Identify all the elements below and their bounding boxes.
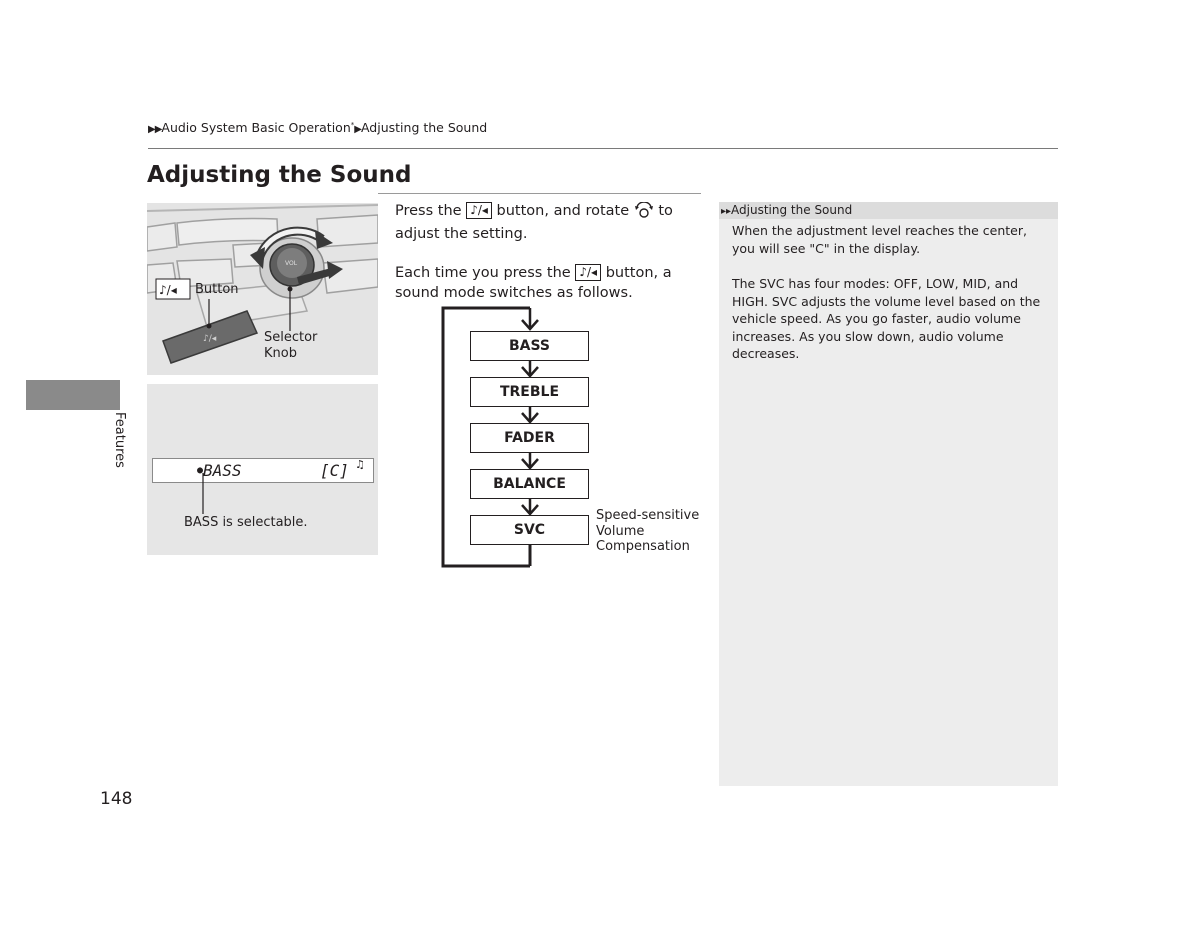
flow-mode-bass: BASS — [470, 331, 589, 361]
selector-knob-label-line2: Knob — [264, 346, 297, 361]
svg-text:♪/◂: ♪/◂ — [203, 334, 217, 344]
svc-description-line1: Speed-sensitive — [596, 508, 700, 523]
section-rule — [378, 193, 701, 194]
instruction-text: to adjust the setting. — [395, 203, 673, 242]
svc-description-line3: Compensation — [596, 539, 690, 554]
side-note-header-text: Adjusting the Sound — [731, 203, 853, 217]
selector-knob-icon — [634, 202, 654, 224]
svc-description-line2: Volume — [596, 523, 645, 539]
instruction-text: button, and rotate — [496, 203, 630, 219]
sound-button-icon: ♪/◂ — [575, 264, 601, 281]
instruction-text: Press the — [395, 203, 462, 219]
selector-knob-label — [264, 330, 317, 362]
display-center-text: C — [329, 461, 340, 480]
side-note-paragraph-2: The SVC has four modes: OFF, LOW, MID, and HIGH. SVC adjusts the volume level based on the vehicle speed. As you go faster, audio volume increases. As you slow down, audio volume decreases. — [732, 276, 1041, 361]
svc-indicator-icon: ♫ — [355, 458, 365, 471]
page-title: Adjusting the Sound — [147, 162, 412, 188]
header-rule — [148, 148, 1058, 149]
instruction-text: Each time you press the — [395, 265, 571, 281]
svg-text:VOL: VOL — [285, 260, 298, 267]
side-note-header — [721, 202, 852, 220]
flow-mode-treble: TREBLE — [470, 377, 589, 407]
button-label: Button — [195, 282, 239, 297]
chapter-tab — [26, 380, 120, 410]
note-arrow-icon: ▸▸ — [721, 206, 732, 217]
side-note-paragraph-1: When the adjustment level reaches the center, you will see "C" in the display. — [732, 223, 1027, 256]
svg-text:♪/◂: ♪/◂ — [159, 283, 177, 297]
breadcrumb-arrow-icon: ▶▶ — [148, 124, 162, 135]
instruction-text: button, a sound mode switches as follows. — [395, 265, 672, 301]
display-center-indicator: [C] — [320, 461, 349, 480]
breadcrumb-item-adjusting-sound: Adjusting the Sound — [360, 120, 488, 135]
display-illustration — [147, 384, 378, 555]
flow-mode-svc: SVC — [470, 515, 589, 545]
display-caption: BASS is selectable. — [184, 515, 308, 530]
selection-dot-icon: ● — [197, 465, 204, 476]
instruction-paragraph-2 — [395, 263, 703, 303]
chapter-tab-label: Features — [112, 412, 127, 468]
instruction-paragraph-1 — [395, 201, 703, 244]
audio-panel-drawing — [147, 203, 378, 375]
breadcrumb-asterisk: * — [350, 120, 355, 129]
flow-mode-fader: FADER — [470, 423, 589, 453]
flow-mode-balance: BALANCE — [470, 469, 589, 499]
display-bass-text: BASS — [203, 461, 242, 480]
page-number: 148 — [100, 789, 133, 809]
selector-knob-label-line1: Selector — [264, 330, 318, 345]
breadcrumb-arrow-icon: ▶ — [354, 124, 361, 135]
breadcrumb-item-audio-system[interactable]: Audio System Basic Operation — [161, 120, 351, 135]
audio-panel-illustration — [147, 203, 378, 375]
svc-description — [596, 508, 699, 555]
sound-button-icon: ♪/◂ — [466, 202, 492, 219]
breadcrumb — [148, 120, 487, 135]
